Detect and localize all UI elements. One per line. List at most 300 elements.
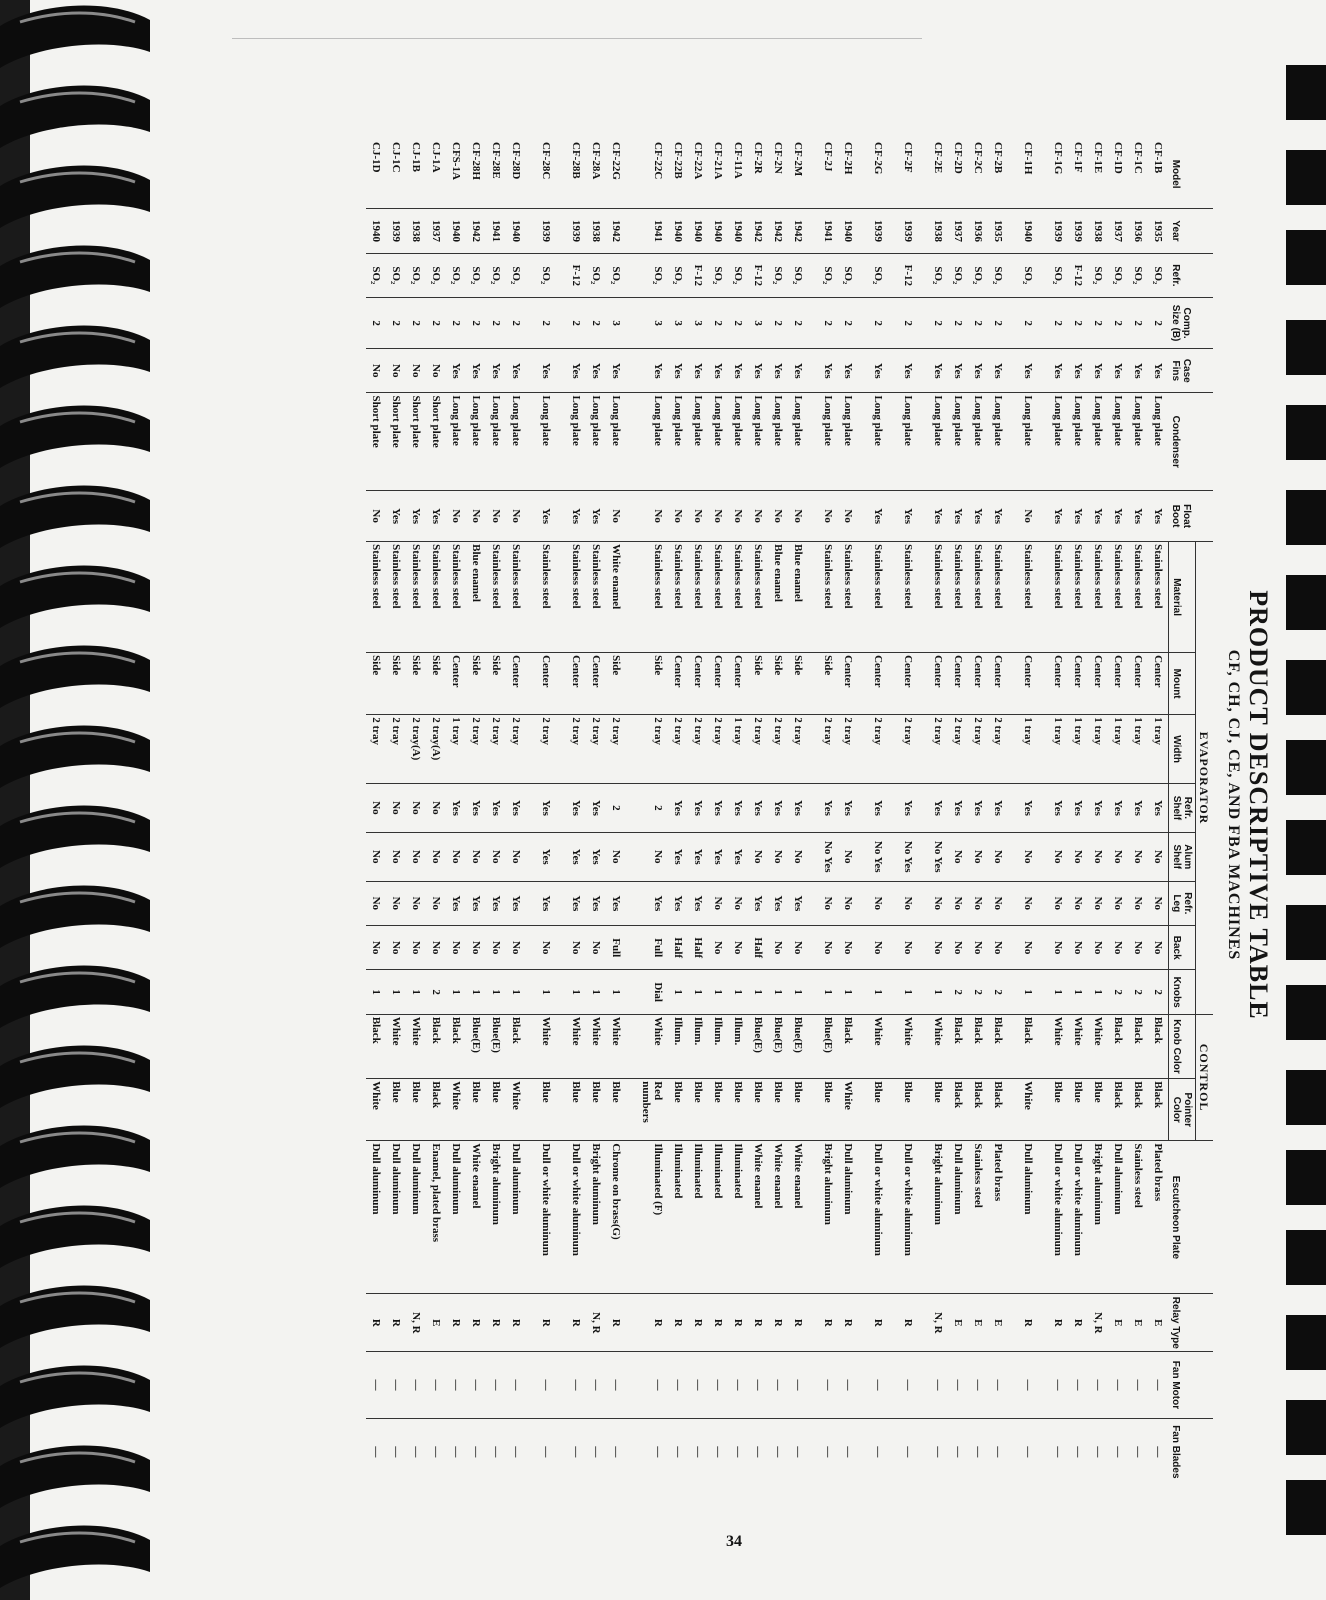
cell-width: 2 tray — [636, 715, 668, 784]
cell-pcolor: Blue — [1068, 1079, 1088, 1141]
cell-width: 2 tray — [566, 715, 586, 784]
cell-comp: 2 — [728, 298, 748, 349]
edge-tab — [1286, 985, 1326, 1040]
col-header-mount: Mount — [1169, 653, 1196, 715]
cell-fblades: — — [968, 1418, 988, 1485]
cell-rshelf: Yes — [748, 784, 768, 833]
col-header-refr-leg: Refr. Leg — [1169, 881, 1196, 925]
cell-back: No — [1068, 926, 1088, 970]
cell-mount: Side — [606, 653, 636, 715]
cell-ashelf: Yes — [586, 832, 606, 881]
cell-back: No — [988, 926, 1018, 970]
cell-mount: Center — [1148, 653, 1169, 715]
cell-fmotor: — — [748, 1352, 768, 1419]
table-row — [868, 140, 898, 1485]
cell-year: 1937 — [948, 209, 968, 253]
cell-boot: Yes — [868, 491, 898, 542]
cell-fblades: — — [728, 1418, 748, 1485]
cell-fblades: — — [1148, 1418, 1169, 1485]
cell-cond: Long plate — [446, 393, 466, 491]
cell-refr: SO₂ — [1148, 253, 1169, 297]
cell-fmotor: — — [768, 1352, 788, 1419]
cell-knobs: 1 — [688, 970, 708, 1014]
cell-width: 1 tray — [1068, 715, 1088, 784]
cell-fmotor: — — [1048, 1352, 1068, 1419]
col-header-case-fins: Case Fins — [1169, 349, 1214, 393]
table-row — [636, 140, 668, 1485]
cell-boot: Yes — [948, 491, 968, 542]
cell-boot: Yes — [928, 491, 948, 542]
cell-boot: No — [688, 491, 708, 542]
cell-width: 2 tray(A) — [406, 715, 426, 784]
cell-back: Full — [636, 926, 668, 970]
cell-fmotor: — — [868, 1352, 898, 1419]
cell-relay: E — [968, 1294, 988, 1352]
cell-fins: Yes — [506, 349, 536, 393]
cell-back: No — [536, 926, 566, 970]
cell-fblades: — — [486, 1418, 506, 1485]
cell-rleg: No — [386, 881, 406, 925]
group-header-evaporator: EVAPORATOR — [1196, 542, 1214, 1015]
cell-refr: SO₂ — [386, 253, 406, 297]
cell-width: 2 tray — [968, 715, 988, 784]
cell-esc: Dull aluminum — [406, 1141, 426, 1294]
edge-tab — [1286, 1150, 1326, 1205]
cell-refr: SO₂ — [606, 253, 636, 297]
cell-ashelf: No — [406, 832, 426, 881]
cell-fblades: — — [636, 1418, 668, 1485]
cell-model: CF-28H — [470, 142, 482, 180]
cell-ashelf: No — [426, 832, 446, 881]
cell-fins: Yes — [1148, 349, 1169, 393]
cell-esc: Dull or white aluminum — [566, 1141, 586, 1294]
cell-model: CF-1B — [1152, 142, 1165, 174]
col-header-year: Year — [1169, 209, 1214, 253]
table-row — [928, 140, 948, 1485]
cell-comp: 2 — [1068, 298, 1088, 349]
cell-mat: Stainless steel — [506, 542, 536, 653]
cell-back: No — [366, 926, 386, 970]
cell-fmotor: — — [788, 1352, 818, 1419]
cell-ashelf: No — [446, 832, 466, 881]
cell-year: 1938 — [1088, 209, 1108, 253]
cell-fmotor: — — [818, 1352, 838, 1419]
cell-fblades: — — [868, 1418, 898, 1485]
cell-ashelf: No — [1088, 832, 1108, 881]
cell-cond: Long plate — [486, 393, 506, 491]
cell-mat: White enamel — [606, 542, 636, 653]
cell-fblades: — — [688, 1418, 708, 1485]
cell-mat: Stainless steel — [586, 542, 606, 653]
cell-boot: Yes — [1108, 491, 1128, 542]
cell-cond: Long plate — [1018, 393, 1048, 491]
cell-esc: Plated brass — [1148, 1141, 1169, 1294]
cell-fins: Yes — [586, 349, 606, 393]
edge-tab — [1286, 1230, 1326, 1285]
cell-kcolor: White — [898, 1014, 928, 1078]
cell-pcolor: Blue — [788, 1079, 818, 1141]
cell-year: 1938 — [406, 209, 426, 253]
cell-fmotor: — — [586, 1352, 606, 1419]
cell-model: CF-22C — [652, 142, 664, 180]
cell-rleg: Yes — [788, 881, 818, 925]
cell-ashelf: No Yes — [818, 832, 838, 881]
cell-relay: N, R — [928, 1294, 948, 1352]
cell-boot: No — [748, 491, 768, 542]
cell-rleg: Yes — [486, 881, 506, 925]
cell-comp: 2 — [818, 298, 838, 349]
cell-width: 2 tray — [586, 715, 606, 784]
cell-width: 2 tray — [898, 715, 928, 784]
cell-kcolor: Illum. — [728, 1014, 748, 1078]
cell-mount: Side — [748, 653, 768, 715]
cell-fblades: — — [606, 1418, 636, 1485]
cell-comp: 2 — [1018, 298, 1048, 349]
table-row — [536, 140, 566, 1485]
cell-rshelf: Yes — [788, 784, 818, 833]
cell-rleg: Yes — [768, 881, 788, 925]
cell-boot: Yes — [536, 491, 566, 542]
cell-mount: Center — [446, 653, 466, 715]
cell-mat: Stainless steel — [1148, 542, 1169, 653]
cell-back: No — [566, 926, 586, 970]
cell-rshelf: No — [406, 784, 426, 833]
cell-model: CF-2M — [792, 142, 804, 177]
cell-model: CF-28E — [490, 142, 502, 179]
cell-relay: R — [366, 1294, 386, 1352]
cell-rleg: Yes — [636, 881, 668, 925]
cell-boot: Yes — [1148, 491, 1169, 542]
page-subtitle: CF, CH, CJ, CE, AND FBA MACHINES — [1225, 649, 1242, 961]
cell-fmotor: — — [1068, 1352, 1088, 1419]
cell-pcolor: Blue — [486, 1079, 506, 1141]
cell-relay: E — [1128, 1294, 1148, 1352]
cell-refr: SO₂ — [406, 253, 426, 297]
cell-comp: 2 — [838, 298, 868, 349]
cell-rleg: No — [1148, 881, 1169, 925]
cell-rleg: No — [1068, 881, 1088, 925]
cell-width: 1 tray — [1048, 715, 1068, 784]
cell-cond: Long plate — [948, 393, 968, 491]
cell-mat: Blue enamel — [788, 542, 818, 653]
cell-esc: White enamel — [748, 1141, 768, 1294]
rotated-table-sheet — [235, 105, 1275, 1505]
cell-back: No — [818, 926, 838, 970]
cell-comp: 2 — [1128, 298, 1148, 349]
cell-kcolor: White — [566, 1014, 586, 1078]
cell-fins: No — [366, 349, 386, 393]
cell-model: CF-2J — [822, 142, 834, 172]
cell-knobs: 1 — [708, 970, 728, 1014]
cell-esc: White enamel — [768, 1141, 788, 1294]
cell-mat: Stainless steel — [566, 542, 586, 653]
cell-mount: Side — [366, 653, 386, 715]
cell-knobs: 1 — [406, 970, 426, 1014]
cell-mat: Stainless steel — [1068, 542, 1088, 653]
cell-comp: 2 — [466, 298, 486, 349]
cell-mount: Center — [536, 653, 566, 715]
cell-refr: SO₂ — [988, 253, 1018, 297]
col-header-back: Back — [1169, 926, 1196, 970]
table-row — [988, 140, 1018, 1485]
cell-comp: 2 — [768, 298, 788, 349]
cell-model: CF-1H — [1022, 142, 1034, 175]
cell-ashelf: No — [366, 832, 386, 881]
cell-fmotor: — — [668, 1352, 688, 1419]
cell-boot: Yes — [1088, 491, 1108, 542]
cell-comp: 2 — [566, 298, 586, 349]
cell-back: No — [1148, 926, 1169, 970]
cell-mat: Stainless steel — [748, 542, 768, 653]
cell-esc: Dull aluminum — [1018, 1141, 1048, 1294]
cell-fins: Yes — [818, 349, 838, 393]
cell-year: 1935 — [988, 209, 1018, 253]
cell-boot: No — [636, 491, 668, 542]
cell-comp: 3 — [668, 298, 688, 349]
cell-knobs: 1 — [1088, 970, 1108, 1014]
cell-fblades: — — [838, 1418, 868, 1485]
cell-knobs: 1 — [768, 970, 788, 1014]
cell-width: 1 tray — [446, 715, 466, 784]
cell-mat: Stainless steel — [818, 542, 838, 653]
cell-kcolor: Black — [366, 1014, 386, 1078]
table-row — [768, 140, 788, 1485]
cell-mount: Center — [968, 653, 988, 715]
cell-fins: Yes — [708, 349, 728, 393]
cell-knobs: 1 — [728, 970, 748, 1014]
cell-cond: Long plate — [818, 393, 838, 491]
col-header-refr: Refr. — [1169, 253, 1214, 297]
cell-model: CF-22B — [672, 142, 684, 179]
cell-esc: Plated brass — [988, 1141, 1018, 1294]
cell-pcolor: White — [1018, 1079, 1048, 1141]
cell-rshelf: Yes — [1108, 784, 1128, 833]
cell-year: 1942 — [768, 209, 788, 253]
cell-rshelf: Yes — [948, 784, 968, 833]
edge-tab — [1286, 575, 1326, 630]
cell-fblades: — — [366, 1418, 386, 1485]
cell-mat: Stainless steel — [1018, 542, 1048, 653]
cell-relay: R — [636, 1294, 668, 1352]
cell-back: No — [948, 926, 968, 970]
col-header-relay-type: Relay Type — [1169, 1294, 1214, 1352]
cell-fmotor: — — [636, 1352, 668, 1419]
table-row — [1048, 140, 1068, 1485]
cell-ashelf: No — [948, 832, 968, 881]
cell-boot: Yes — [386, 491, 406, 542]
cell-fmotor: — — [446, 1352, 466, 1419]
cell-refr: SO₂ — [636, 253, 668, 297]
cell-fins: Yes — [1128, 349, 1148, 393]
cell-fins: Yes — [788, 349, 818, 393]
cell-mount: Side — [788, 653, 818, 715]
cell-width: 2 tray — [838, 715, 868, 784]
cell-width: 2 tray — [366, 715, 386, 784]
cell-year: 1940 — [728, 209, 748, 253]
cell-knobs: 1 — [536, 970, 566, 1014]
cell-mat: Stainless steel — [708, 542, 728, 653]
cell-fmotor: — — [1108, 1352, 1128, 1419]
cell-fins: Yes — [948, 349, 968, 393]
cell-kcolor: Black — [1018, 1014, 1048, 1078]
cell-esc: Illuminated — [668, 1141, 688, 1294]
cell-width: 1 tray — [1108, 715, 1128, 784]
cell-kcolor: White — [1048, 1014, 1068, 1078]
cell-boot: Yes — [898, 491, 928, 542]
cell-fins: No — [406, 349, 426, 393]
cell-comp: 3 — [748, 298, 768, 349]
cell-fmotor: — — [988, 1352, 1018, 1419]
cell-width: 2 tray — [486, 715, 506, 784]
cell-boot: Yes — [1048, 491, 1068, 542]
cell-year: 1940 — [688, 209, 708, 253]
table-row — [818, 140, 838, 1485]
cell-model: CF-2H — [842, 142, 854, 175]
cell-pcolor: Black — [1128, 1079, 1148, 1141]
cell-rleg: No — [1018, 881, 1048, 925]
cell-cond: Long plate — [536, 393, 566, 491]
cell-boot: No — [506, 491, 536, 542]
cell-refr: F-12 — [748, 253, 768, 297]
cell-fmotor: — — [968, 1352, 988, 1419]
cell-mat: Stainless steel — [898, 542, 928, 653]
table-row — [1148, 140, 1169, 1485]
cell-mount: Center — [1018, 653, 1048, 715]
cell-knobs: 1 — [1018, 970, 1048, 1014]
cell-rleg: Yes — [536, 881, 566, 925]
cell-fmotor: — — [536, 1352, 566, 1419]
cell-back: No — [1108, 926, 1128, 970]
cell-ashelf: No — [606, 832, 636, 881]
edge-tab — [1286, 230, 1326, 285]
cell-pcolor: Blue — [406, 1079, 426, 1141]
cell-kcolor: Blue(E) — [768, 1014, 788, 1078]
cell-model: CF-2C — [972, 142, 984, 174]
cell-rshelf: Yes — [968, 784, 988, 833]
cell-back: Full — [606, 926, 636, 970]
cell-width: 2 tray — [818, 715, 838, 784]
cell-kcolor: Blue(E) — [748, 1014, 768, 1078]
cell-knobs: 1 — [586, 970, 606, 1014]
cell-esc: Illuminated — [728, 1141, 748, 1294]
cell-model: CF-22G — [610, 142, 622, 180]
cell-rshelf: Yes — [536, 784, 566, 833]
cell-year: 1940 — [708, 209, 728, 253]
cell-mat: Stainless steel — [486, 542, 506, 653]
cell-knobs: 1 — [1068, 970, 1088, 1014]
cell-refr: SO₂ — [1128, 253, 1148, 297]
cell-mat: Stainless steel — [1108, 542, 1128, 653]
cell-width: 1 tray — [1128, 715, 1148, 784]
cell-comp: 2 — [1088, 298, 1108, 349]
cell-model: CF-1C — [1132, 142, 1144, 174]
cell-comp: 2 — [426, 298, 446, 349]
cell-fblades: — — [1068, 1418, 1088, 1485]
table-row — [506, 140, 536, 1485]
cell-fblades: — — [1048, 1418, 1068, 1485]
cell-relay: N, R — [406, 1294, 426, 1352]
cell-ashelf: No — [1068, 832, 1088, 881]
cell-relay: R — [606, 1294, 636, 1352]
cell-rshelf: Yes — [586, 784, 606, 833]
edge-tab — [1286, 490, 1326, 545]
cell-kcolor: White — [868, 1014, 898, 1078]
cell-kcolor: Black — [1128, 1014, 1148, 1078]
cell-fmotor: — — [1018, 1352, 1048, 1419]
cell-pcolor: Blue — [688, 1079, 708, 1141]
cell-mount: Center — [898, 653, 928, 715]
cell-model: CJ-1C — [390, 142, 402, 173]
cell-rleg: Yes — [466, 881, 486, 925]
cell-rshelf: Yes — [1018, 784, 1048, 833]
cell-fmotor: — — [426, 1352, 446, 1419]
cell-pcolor: Black — [1148, 1079, 1169, 1141]
cell-rleg: No — [868, 881, 898, 925]
col-header-knob-color: Knob Color — [1169, 1014, 1196, 1078]
cell-kcolor: White — [536, 1014, 566, 1078]
cell-mount: Center — [988, 653, 1018, 715]
cell-comp: 2 — [446, 298, 466, 349]
cell-rleg: No — [928, 881, 948, 925]
cell-width: 1 tray — [728, 715, 748, 784]
cell-fblades: — — [948, 1418, 968, 1485]
cell-pcolor: Black — [1108, 1079, 1128, 1141]
cell-knobs: 1 — [868, 970, 898, 1014]
cell-ashelf: No — [1018, 832, 1048, 881]
cell-relay: R — [838, 1294, 868, 1352]
edge-tab — [1286, 405, 1326, 460]
cell-esc: Dull aluminum — [446, 1141, 466, 1294]
cell-model: CF-28B — [570, 142, 582, 179]
cell-rshelf: No — [386, 784, 406, 833]
table-row — [466, 140, 486, 1485]
cell-relay: R — [788, 1294, 818, 1352]
cell-mat: Blue enamel — [466, 542, 486, 653]
cell-rleg: Yes — [668, 881, 688, 925]
table-body — [366, 140, 1169, 1485]
cell-width: 2 tray — [688, 715, 708, 784]
cell-fblades: — — [1088, 1418, 1108, 1485]
cell-cond: Long plate — [1048, 393, 1068, 491]
cell-rshelf: Yes — [466, 784, 486, 833]
table-row — [486, 140, 506, 1485]
cell-knobs: 1 — [928, 970, 948, 1014]
cell-fins: Yes — [1108, 349, 1128, 393]
cell-ashelf: No — [466, 832, 486, 881]
edge-tab — [1286, 150, 1326, 205]
col-header-alum-shelf: Alum Shelf — [1169, 832, 1196, 881]
cell-mount: Center — [838, 653, 868, 715]
cell-comp: 2 — [1048, 298, 1068, 349]
table-row — [586, 140, 606, 1485]
cell-comp: 3 — [688, 298, 708, 349]
cell-knobs: 1 — [748, 970, 768, 1014]
cell-mat: Stainless steel — [868, 542, 898, 653]
cell-width: 2 tray — [768, 715, 788, 784]
edge-tab — [1286, 65, 1326, 120]
cell-width: 2 tray — [606, 715, 636, 784]
cell-cond: Short plate — [386, 393, 406, 491]
cell-ashelf: Yes — [668, 832, 688, 881]
cell-esc: Illuminated — [708, 1141, 728, 1294]
cell-fins: Yes — [898, 349, 928, 393]
cell-relay: R — [768, 1294, 788, 1352]
cell-cond: Long plate — [1148, 393, 1169, 491]
cell-width: 2 tray — [948, 715, 968, 784]
col-header-float-boot: Float Boot — [1169, 491, 1214, 542]
cell-pcolor: Black — [988, 1079, 1018, 1141]
cell-cond: Long plate — [1128, 393, 1148, 491]
